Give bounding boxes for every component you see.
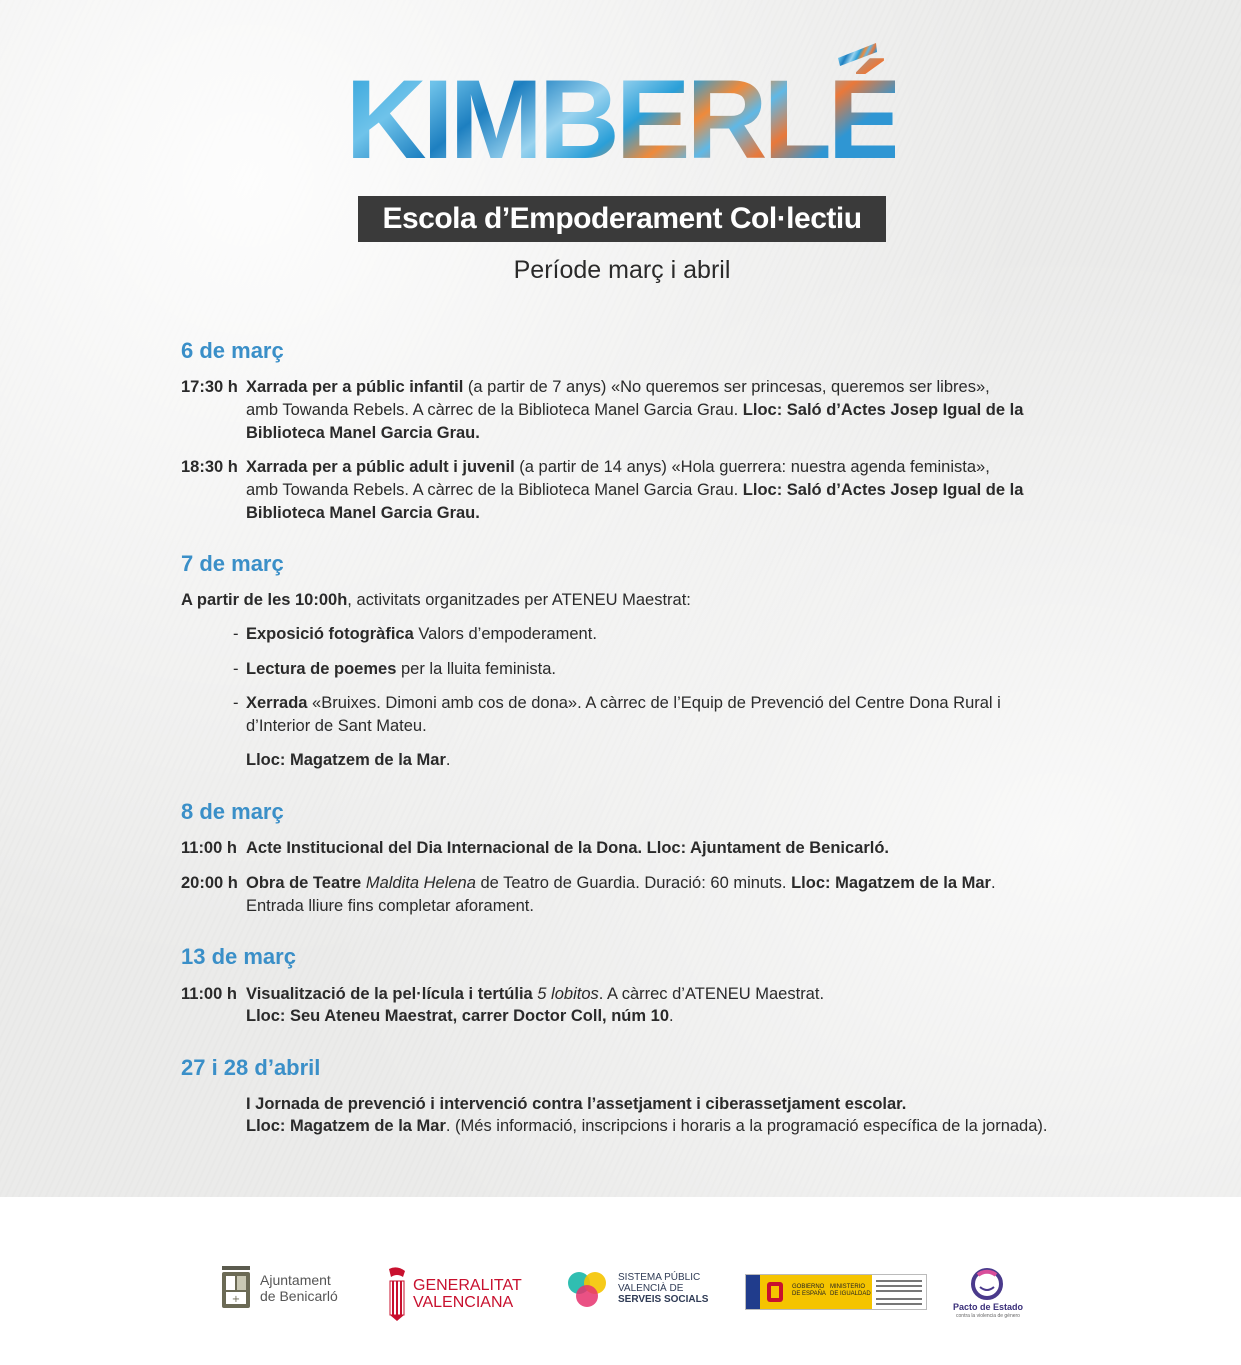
- date-heading-8-marc: 8 de març: [181, 799, 284, 824]
- benicarlo-text-1: Ajuntament: [260, 1272, 331, 1288]
- event-line: Xarrada per a públic adult i juvenil (a partir de 14 anys) «Hola guerrera: nuestra agenda feminista»,: [246, 458, 990, 476]
- pacto-ring-icon: [968, 1267, 1006, 1301]
- list-item-continuation: d’Interior de Sant Mateu.: [246, 717, 427, 735]
- event-line: Acte Institucional del Dia Internacional de la Dona. Lloc: Ajuntament de Benicarló.: [246, 839, 890, 857]
- pacto-estado-logo: [948, 1267, 1028, 1319]
- event-line: amb Towanda Rebels. A càrrec de la Biblioteca Manel Garcia Grau. Lloc: Saló d’Actes Josep Igual de la: [246, 401, 1024, 419]
- event-place: Lloc: Magatzem de la Mar.: [246, 751, 451, 769]
- event-line: Obra de Teatre Maldita Helena de Teatro de Guardia. Duració: 60 minuts. Lloc: Magatzem de la Mar.: [246, 874, 996, 892]
- generalitat-text-2: VALENCIANA: [413, 1294, 514, 1311]
- event-time: 20:00 h: [181, 874, 238, 892]
- date-heading-13-marc: 13 de març: [181, 944, 296, 969]
- event-line: Visualització de la pel·lícula i tertúlia 5 lobitos. A càrrec d’ATENEU Maestrat.: [246, 985, 825, 1003]
- event-line: Biblioteca Manel Garcia Grau.: [246, 504, 480, 522]
- gobierno-text-1: GOBIERNO: [792, 1284, 825, 1290]
- gobierno-text-2: DE ESPAÑA: [792, 1291, 826, 1297]
- kimberle-logo: [350, 40, 895, 190]
- subtitle-banner: Escola d’Empoderament Col·lectiu: [358, 196, 886, 242]
- benicarlo-logo: [220, 1264, 350, 1312]
- pacto-text-2: contra la violencia de género: [956, 1313, 1020, 1319]
- event-line: Lloc: Magatzem de la Mar. (Més informació, inscripcions i horaris a la programació específica de la jornada).: [246, 1117, 1048, 1135]
- event-time: 17:30 h: [181, 378, 238, 396]
- list-dash: -: [233, 660, 239, 678]
- delegacion-text-lines: [876, 1280, 922, 1305]
- serveis-socials-text-3: SERVEIS SOCIALS: [618, 1294, 709, 1305]
- footer-logos: [0, 1197, 1241, 1365]
- generalitat-emblem-icon: [385, 1265, 409, 1323]
- event-line: Lloc: Seu Ateneu Maestrat, carrer Doctor Coll, núm 10.: [246, 1007, 674, 1025]
- svg-text:+: +: [231, 1294, 241, 1305]
- generalitat-logo: [385, 1265, 525, 1323]
- pacto-text-1: Pacto de Estado: [952, 1302, 1024, 1312]
- serveis-socials-icon: [566, 1269, 608, 1311]
- spain-coat-of-arms-icon: [764, 1280, 786, 1304]
- event-line: amb Towanda Rebels. A càrrec de la Biblioteca Manel Garcia Grau. Lloc: Saló d’Actes Josep Igual de la: [246, 481, 1024, 499]
- event-time: 11:00 h: [181, 985, 237, 1003]
- list-dash: -: [233, 694, 239, 712]
- eu-flag-icon: [746, 1275, 760, 1309]
- event-line: I Jornada de prevenció i intervenció contra l’assetjament i ciberassetjament escolar.: [246, 1095, 907, 1113]
- list-dash: -: [233, 625, 239, 643]
- event-time: 18:30 h: [181, 458, 238, 476]
- period-label: Període març i abril: [513, 256, 731, 284]
- serveis-socials-logo: [566, 1269, 716, 1311]
- event-line: Entrada lliure fins completar aforament.: [246, 897, 534, 915]
- ministerio-text-1: MINISTERIO: [830, 1284, 866, 1290]
- serveis-socials-text-2: VALENCIÀ DE: [618, 1283, 684, 1294]
- generalitat-text-1: GENERALITAT: [413, 1277, 522, 1294]
- serveis-socials-text-1: SISTEMA PÚBLIC: [618, 1272, 701, 1283]
- event-line: Biblioteca Manel Garcia Grau.: [246, 424, 480, 442]
- event-line: Xarrada per a públic infantil (a partir de 7 anys) «No queremos ser princesas, queremos ser libres»,: [246, 378, 990, 396]
- benicarlo-crest-icon: [220, 1264, 252, 1312]
- benicarlo-text-2: de Benicarló: [260, 1288, 338, 1304]
- date-heading-7-marc: 7 de març: [181, 551, 284, 576]
- date-heading-27-28-abril: 27 i 28 d’abril: [181, 1055, 321, 1080]
- event-time: 11:00 h: [181, 839, 237, 857]
- ministerio-text-2: DE IGUALDAD: [830, 1291, 871, 1297]
- event-intro: A partir de les 10:00h, activitats organitzades per ATENEU Maestrat:: [181, 591, 691, 609]
- list-item: Xerrada «Bruixes. Dimoni amb cos de dona». A càrrec de l’Equip de Prevenció del Centre Dona Rural i: [246, 694, 1001, 712]
- svg-text:KIMBERLÉ: KIMBERLÉ: [350, 57, 895, 182]
- gobierno-espana-logo: [745, 1274, 927, 1310]
- date-heading-6-marc: 6 de març: [181, 338, 284, 363]
- list-item: Exposició fotogràfica Valors d’empoderament.: [246, 625, 597, 643]
- list-item: Lectura de poemes per la lluita feminista.: [246, 660, 556, 678]
